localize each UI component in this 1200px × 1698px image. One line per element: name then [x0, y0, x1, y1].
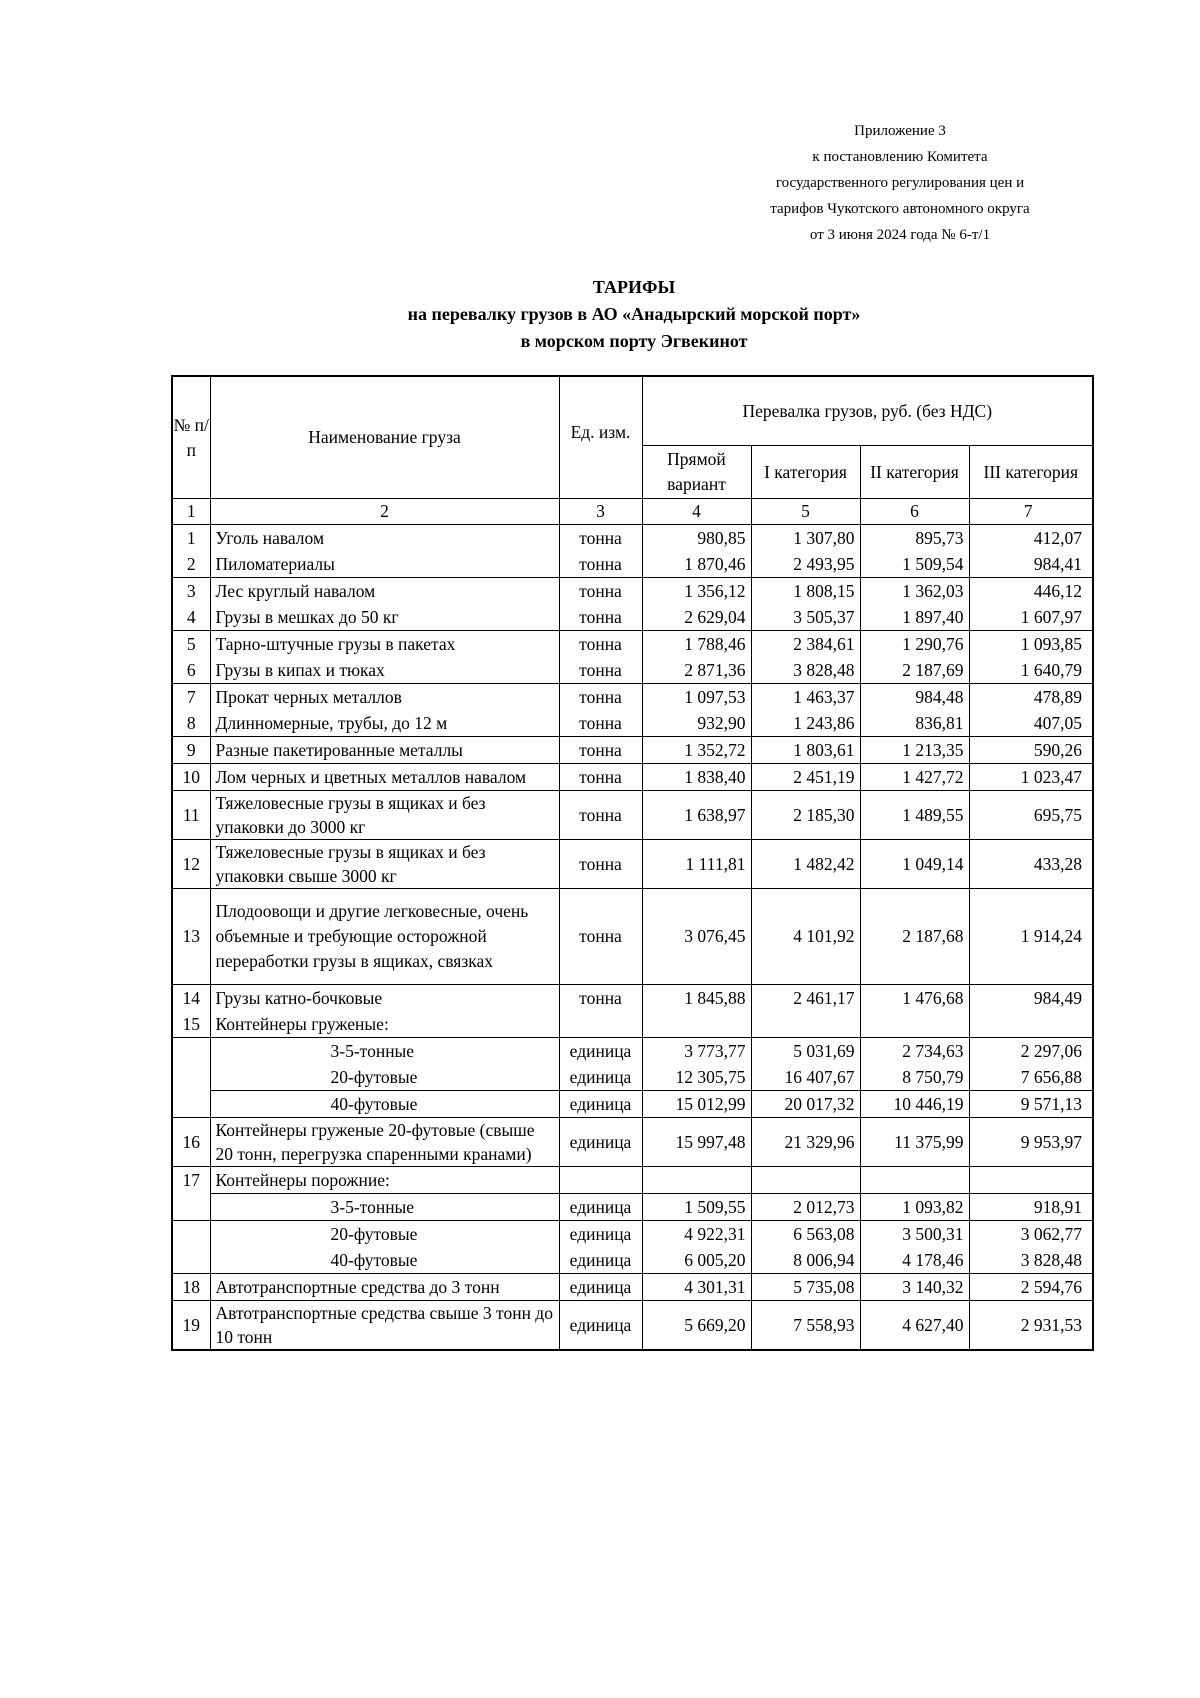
row-number: 15 [172, 1011, 210, 1038]
table-row [172, 1011, 1093, 1038]
header-cat2: II категория [860, 446, 969, 499]
column-number-row [172, 499, 1093, 525]
value-cat2: 1 213,35 [860, 737, 969, 764]
value-cat2: 3 500,31 [860, 1221, 969, 1248]
row-number: 18 [172, 1274, 210, 1301]
appendix-line: тарифов Чукотского автономного округа [770, 201, 1030, 217]
table-row [172, 657, 1093, 684]
row-number [172, 1194, 210, 1221]
cargo-name: Прокат черных металлов [210, 684, 559, 711]
table-row [172, 1167, 1093, 1194]
value-cat1: 3 505,37 [751, 604, 860, 631]
value-cat2: 895,73 [860, 525, 969, 552]
value-direct: 4 301,31 [642, 1274, 751, 1301]
row-number: 1 [172, 525, 210, 552]
value-cat2: 984,48 [860, 684, 969, 711]
header-cat1: I категория [751, 446, 860, 499]
row-number: 2 [172, 551, 210, 578]
cargo-name: Тяжеловесные грузы в ящиках и без упаковки до 3000 кг [210, 791, 559, 840]
value-cat3: 1 914,24 [969, 889, 1093, 985]
value-cat3: 407,05 [969, 710, 1093, 737]
unit: тонна [559, 684, 642, 711]
value-cat1: 21 329,96 [751, 1118, 860, 1167]
value-cat1: 5 735,08 [751, 1274, 860, 1301]
value-cat1: 5 031,69 [751, 1038, 860, 1065]
unit: тонна [559, 737, 642, 764]
header-cat3: III категория [969, 446, 1093, 499]
value-cat2 [860, 1011, 969, 1038]
value-cat2: 1 897,40 [860, 604, 969, 631]
table-row [172, 1091, 1093, 1118]
cargo-name: Грузы катно-бочковые [210, 985, 559, 1012]
value-cat3: 7 656,88 [969, 1064, 1093, 1091]
value-cat2: 1 362,03 [860, 578, 969, 605]
value-cat2: 8 750,79 [860, 1064, 969, 1091]
tariffs-table [171, 375, 1094, 1351]
value-cat3: 9 571,13 [969, 1091, 1093, 1118]
appendix-line: к постановлению Комитета [812, 149, 988, 165]
cargo-name: 3-5-тонные [210, 1194, 559, 1221]
unit: тонна [559, 631, 642, 658]
cargo-name: Автотранспортные средства свыше 3 тонн до 10 тонн [210, 1301, 559, 1351]
value-cat1: 7 558,93 [751, 1301, 860, 1351]
cargo-name: Автотранспортные средства до 3 тонн [210, 1274, 559, 1301]
value-cat2: 1 427,72 [860, 764, 969, 791]
value-cat1: 2 185,30 [751, 791, 860, 840]
value-cat3: 984,41 [969, 551, 1093, 578]
value-direct [642, 1011, 751, 1038]
table-row [172, 840, 1093, 889]
table-row [172, 889, 1093, 985]
row-number: 17 [172, 1167, 210, 1194]
document-title [0, 274, 1200, 355]
unit: тонна [559, 578, 642, 605]
unit: единица [559, 1091, 642, 1118]
value-cat3: 918,91 [969, 1194, 1093, 1221]
value-cat1: 1 307,80 [751, 525, 860, 552]
row-number: 19 [172, 1301, 210, 1351]
cargo-name: Разные пакетированные металлы [210, 737, 559, 764]
table-row [172, 710, 1093, 737]
row-number [172, 1064, 210, 1091]
col-number: 5 [751, 499, 860, 525]
value-direct: 15 997,48 [642, 1118, 751, 1167]
value-cat1: 16 407,67 [751, 1064, 860, 1091]
value-cat3: 1 093,85 [969, 631, 1093, 658]
cargo-name: Контейнеры груженые: [210, 1011, 559, 1038]
row-number [172, 1221, 210, 1248]
value-direct: 2 871,36 [642, 657, 751, 684]
value-direct: 1 870,46 [642, 551, 751, 578]
value-cat2: 1 290,76 [860, 631, 969, 658]
row-number [172, 1247, 210, 1274]
value-direct: 1 838,40 [642, 764, 751, 791]
header-row [172, 376, 1093, 446]
appendix-line: от 3 июня 2024 года № 6-т/1 [809, 227, 991, 243]
unit: единица [559, 1038, 642, 1065]
value-cat3: 2 594,76 [969, 1274, 1093, 1301]
unit: единица [559, 1118, 642, 1167]
row-number: 14 [172, 985, 210, 1012]
cargo-name: Плодоовощи и другие легковесные, очень объемные и требующие осторожной переработки грузы в ящиках, связках [210, 889, 559, 985]
table-row [172, 684, 1093, 711]
value-cat2: 836,81 [860, 710, 969, 737]
cargo-name: Лес круглый навалом [210, 578, 559, 605]
cargo-name: Длинномерные, трубы, до 12 м [210, 710, 559, 737]
unit: тонна [559, 985, 642, 1012]
title-line: на перевалку грузов в АО «Анадырский морской порт» [407, 304, 861, 324]
value-cat1 [751, 1167, 860, 1194]
unit: тонна [559, 764, 642, 791]
value-direct: 12 305,75 [642, 1064, 751, 1091]
col-number: 3 [559, 499, 642, 525]
table-row [172, 1194, 1093, 1221]
value-cat2: 4 178,46 [860, 1247, 969, 1274]
value-cat3 [969, 1011, 1093, 1038]
row-number: 12 [172, 840, 210, 889]
table-row [172, 1247, 1093, 1274]
unit: единица [559, 1247, 642, 1274]
col-number: 7 [969, 499, 1093, 525]
value-cat3: 984,49 [969, 985, 1093, 1012]
unit: тонна [559, 525, 642, 552]
value-direct: 1 111,81 [642, 840, 751, 889]
table-row [172, 631, 1093, 658]
row-number: 5 [172, 631, 210, 658]
value-cat1: 1 482,42 [751, 840, 860, 889]
value-cat3: 590,26 [969, 737, 1093, 764]
unit [559, 1167, 642, 1194]
table-row [172, 1274, 1093, 1301]
table-row [172, 604, 1093, 631]
unit: тонна [559, 889, 642, 985]
value-cat2: 1 509,54 [860, 551, 969, 578]
col-number: 2 [210, 499, 559, 525]
value-cat1 [751, 1011, 860, 1038]
cargo-name: Тарно-штучные грузы в пакетах [210, 631, 559, 658]
table-row [172, 551, 1093, 578]
row-number [172, 1038, 210, 1065]
header-direct: Прямой вариант [642, 446, 751, 499]
value-cat2: 1 476,68 [860, 985, 969, 1012]
value-cat3: 1 023,47 [969, 764, 1093, 791]
value-cat3: 1 640,79 [969, 657, 1093, 684]
row-number: 6 [172, 657, 210, 684]
cargo-name: Пиломатериалы [210, 551, 559, 578]
header-num: № п/п [172, 376, 210, 499]
header-unit: Ед. изм. [559, 376, 642, 499]
cargo-name: 20-футовые [210, 1221, 559, 1248]
value-cat3: 2 297,06 [969, 1038, 1093, 1065]
table-row [172, 1064, 1093, 1091]
table-row [172, 1038, 1093, 1065]
value-cat2: 1 093,82 [860, 1194, 969, 1221]
value-cat2: 4 627,40 [860, 1301, 969, 1351]
value-cat1: 1 808,15 [751, 578, 860, 605]
value-cat2: 11 375,99 [860, 1118, 969, 1167]
table-row [172, 985, 1093, 1012]
value-cat3: 478,89 [969, 684, 1093, 711]
appendix-line: государственного регулирования цен и [775, 175, 1025, 191]
cargo-name: 3-5-тонные [210, 1038, 559, 1065]
value-direct: 4 922,31 [642, 1221, 751, 1248]
row-number: 7 [172, 684, 210, 711]
value-direct: 1 356,12 [642, 578, 751, 605]
value-cat3: 9 953,97 [969, 1118, 1093, 1167]
table-row [172, 525, 1093, 552]
value-cat3: 3 828,48 [969, 1247, 1093, 1274]
unit: тонна [559, 791, 642, 840]
value-cat1: 6 563,08 [751, 1221, 860, 1248]
row-number: 9 [172, 737, 210, 764]
value-cat3: 446,12 [969, 578, 1093, 605]
value-direct: 1 845,88 [642, 985, 751, 1012]
value-direct: 1 509,55 [642, 1194, 751, 1221]
unit [559, 1011, 642, 1038]
value-direct: 5 669,20 [642, 1301, 751, 1351]
value-cat1: 2 451,19 [751, 764, 860, 791]
cargo-name: Контейнеры груженые 20-футовые (свыше 20 тонн, перегрузка спаренными кранами) [210, 1118, 559, 1167]
unit: тонна [559, 551, 642, 578]
value-cat3: 2 931,53 [969, 1301, 1093, 1351]
cargo-name: Контейнеры порожние: [210, 1167, 559, 1194]
value-direct: 1 352,72 [642, 737, 751, 764]
value-cat2: 2 187,69 [860, 657, 969, 684]
value-cat1: 1 243,86 [751, 710, 860, 737]
cargo-name: Грузы в мешках до 50 кг [210, 604, 559, 631]
value-cat1: 2 012,73 [751, 1194, 860, 1221]
value-cat2 [860, 1167, 969, 1194]
value-direct: 980,85 [642, 525, 751, 552]
value-cat2: 1 489,55 [860, 791, 969, 840]
value-direct: 15 012,99 [642, 1091, 751, 1118]
unit: тонна [559, 604, 642, 631]
table-row [172, 1221, 1093, 1248]
value-direct: 3 076,45 [642, 889, 751, 985]
unit: единица [559, 1064, 642, 1091]
value-cat3: 433,28 [969, 840, 1093, 889]
value-cat1: 1 803,61 [751, 737, 860, 764]
row-number: 8 [172, 710, 210, 737]
value-cat3: 1 607,97 [969, 604, 1093, 631]
value-cat1: 1 463,37 [751, 684, 860, 711]
value-cat2: 2 187,68 [860, 889, 969, 985]
cargo-name: 40-футовые [210, 1247, 559, 1274]
value-direct [642, 1167, 751, 1194]
value-cat2: 2 734,63 [860, 1038, 969, 1065]
cargo-name: Грузы в кипах и тюках [210, 657, 559, 684]
value-direct: 3 773,77 [642, 1038, 751, 1065]
unit: единица [559, 1274, 642, 1301]
unit: единица [559, 1194, 642, 1221]
value-cat2: 10 446,19 [860, 1091, 969, 1118]
row-number: 10 [172, 764, 210, 791]
row-number: 4 [172, 604, 210, 631]
unit: тонна [559, 840, 642, 889]
value-direct: 2 629,04 [642, 604, 751, 631]
value-cat3: 3 062,77 [969, 1221, 1093, 1248]
value-cat3: 412,07 [969, 525, 1093, 552]
appendix-block [700, 118, 1100, 248]
value-cat1: 3 828,48 [751, 657, 860, 684]
value-direct: 6 005,20 [642, 1247, 751, 1274]
value-cat1: 8 006,94 [751, 1247, 860, 1274]
row-number [172, 1091, 210, 1118]
header-name: Наименование груза [210, 376, 559, 499]
value-cat1: 20 017,32 [751, 1091, 860, 1118]
value-direct: 932,90 [642, 710, 751, 737]
value-cat3 [969, 1167, 1093, 1194]
row-number: 11 [172, 791, 210, 840]
col-number: 6 [860, 499, 969, 525]
appendix-line: Приложение 3 [854, 123, 946, 139]
value-direct: 1 097,53 [642, 684, 751, 711]
unit: единица [559, 1301, 642, 1351]
value-cat3: 695,75 [969, 791, 1093, 840]
value-cat2: 3 140,32 [860, 1274, 969, 1301]
value-cat1: 4 101,92 [751, 889, 860, 985]
col-number: 1 [172, 499, 210, 525]
cargo-name: Уголь навалом [210, 525, 559, 552]
table-row [172, 737, 1093, 764]
cargo-name: Тяжеловесные грузы в ящиках и без упаковки свыше 3000 кг [210, 840, 559, 889]
value-cat1: 2 461,17 [751, 985, 860, 1012]
value-cat1: 2 493,95 [751, 551, 860, 578]
unit: тонна [559, 710, 642, 737]
value-direct: 1 638,97 [642, 791, 751, 840]
value-cat1: 2 384,61 [751, 631, 860, 658]
value-direct: 1 788,46 [642, 631, 751, 658]
row-number: 16 [172, 1118, 210, 1167]
value-cat2: 1 049,14 [860, 840, 969, 889]
title-line: ТАРИФЫ [592, 277, 676, 297]
col-number: 4 [642, 499, 751, 525]
row-number: 13 [172, 889, 210, 985]
table-row [172, 791, 1093, 840]
title-line: в морском порту Эгвекинот [520, 331, 748, 351]
header-group: Перевалка грузов, руб. (без НДС) [642, 376, 1093, 446]
row-number: 3 [172, 578, 210, 605]
cargo-name: 40-футовые [210, 1091, 559, 1118]
cargo-name: 20-футовые [210, 1064, 559, 1091]
unit: тонна [559, 657, 642, 684]
table-row [172, 1301, 1093, 1351]
cargo-name: Лом черных и цветных металлов навалом [210, 764, 559, 791]
table-row [172, 1118, 1093, 1167]
unit: единица [559, 1221, 642, 1248]
table-row [172, 578, 1093, 605]
table-row [172, 764, 1093, 791]
